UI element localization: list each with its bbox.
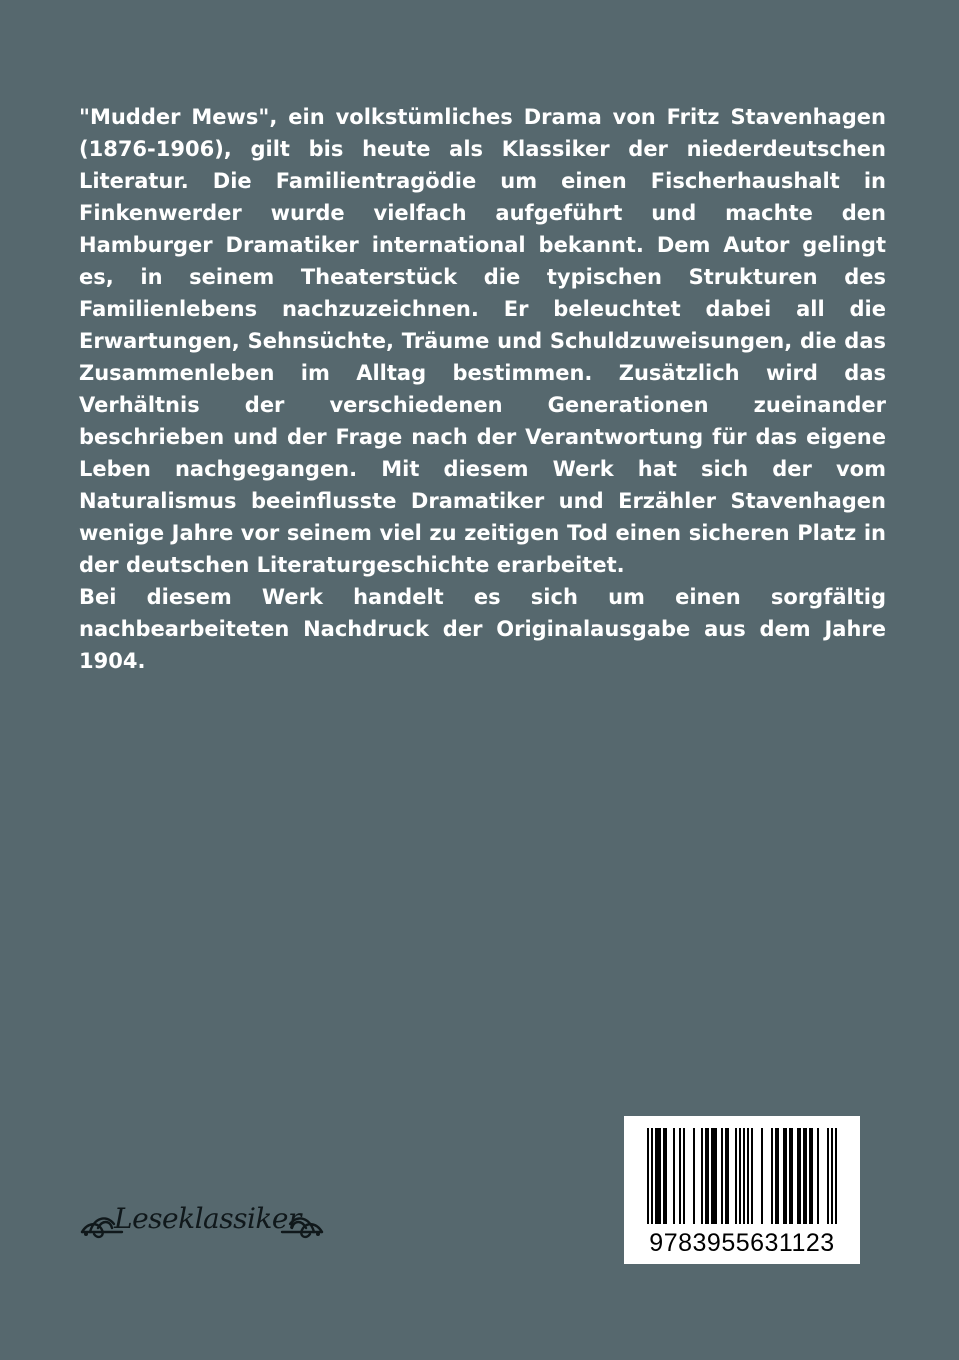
isbn-number: 9783955631123 <box>649 1229 835 1257</box>
barcode-bar <box>747 1128 749 1224</box>
barcode-bar <box>683 1128 685 1224</box>
barcode-bar <box>803 1128 807 1224</box>
barcode-bar <box>663 1128 667 1224</box>
blurb-paragraph-1: "Mudder Mews", ein volkstümliches Drama von Fritz Stavenhagen (1876-1906), gilt bis heute als Klassiker der niederdeutschen Literatur. Die Familientragödie um einen Fischerhaushalt in Finkenwerder wurde vielfach aufgeführt und machte den Hamburger Dramatiker international bekannt. Dem Autor gelingt es, in seinem Theaterstück die typischen Strukturen des Familienlebens nachzuzeichnen. Er beleuchtet dabei all die Erwartungen, Sehnsüchte, Träume und Schuldzuweisungen, die das Zusammenleben im Alltag bestimmen. Zusätzlich wird das Verhältnis der verschiedenen Generationen zueinander beschrieben und der Frage nach der Verantwortung für das eigene Leben nachgegangen. Mit diesem Werk hat sich der vom Naturalismus beeinflusste Dramatiker und Erzähler Stavenhagen wenige Jahre vor seinem viel zu zeitigen Tod einen sicheren Platz in der deutschen Literaturgeschichte erarbeitet. <box>79 105 886 577</box>
blurb-paragraph-2: Bei diesem Werk handelt es sich um einen sorgfältig nachbearbeiteten Nachdruck der Originalausgabe aus dem Jahre 1904. <box>79 585 886 673</box>
barcode-bar <box>797 1128 801 1224</box>
barcode-bar <box>789 1128 793 1224</box>
barcode-bar <box>725 1128 729 1224</box>
barcode-bar <box>817 1128 819 1224</box>
isbn-barcode <box>624 1116 860 1264</box>
barcode-bar <box>701 1128 703 1224</box>
barcode-bar <box>775 1128 779 1224</box>
barcode-bar <box>761 1128 763 1224</box>
barcode-bar <box>693 1128 695 1224</box>
barcode-bar <box>831 1128 833 1224</box>
barcode-bar <box>809 1128 813 1224</box>
barcode-bars <box>624 1116 860 1228</box>
barcode-bar <box>743 1128 745 1224</box>
barcode-bar <box>751 1128 753 1224</box>
barcode-bar <box>673 1128 675 1224</box>
publisher-logo-text: Leseklassiker <box>114 1202 301 1235</box>
barcode-bar <box>835 1128 837 1224</box>
back-cover-blurb <box>79 101 886 677</box>
barcode-bar <box>771 1128 773 1224</box>
barcode-bar <box>827 1128 829 1224</box>
barcode-bar <box>655 1128 661 1224</box>
barcode-bar <box>735 1128 737 1224</box>
barcode-bar <box>705 1128 709 1224</box>
publisher-logo <box>78 1188 326 1258</box>
barcode-bar <box>647 1128 649 1224</box>
barcode-bar <box>721 1128 723 1224</box>
barcode-bar <box>651 1128 653 1224</box>
barcode-bar <box>679 1128 681 1224</box>
barcode-bar <box>739 1128 741 1224</box>
barcode-bar <box>711 1128 717 1224</box>
barcode-bar <box>783 1128 787 1224</box>
